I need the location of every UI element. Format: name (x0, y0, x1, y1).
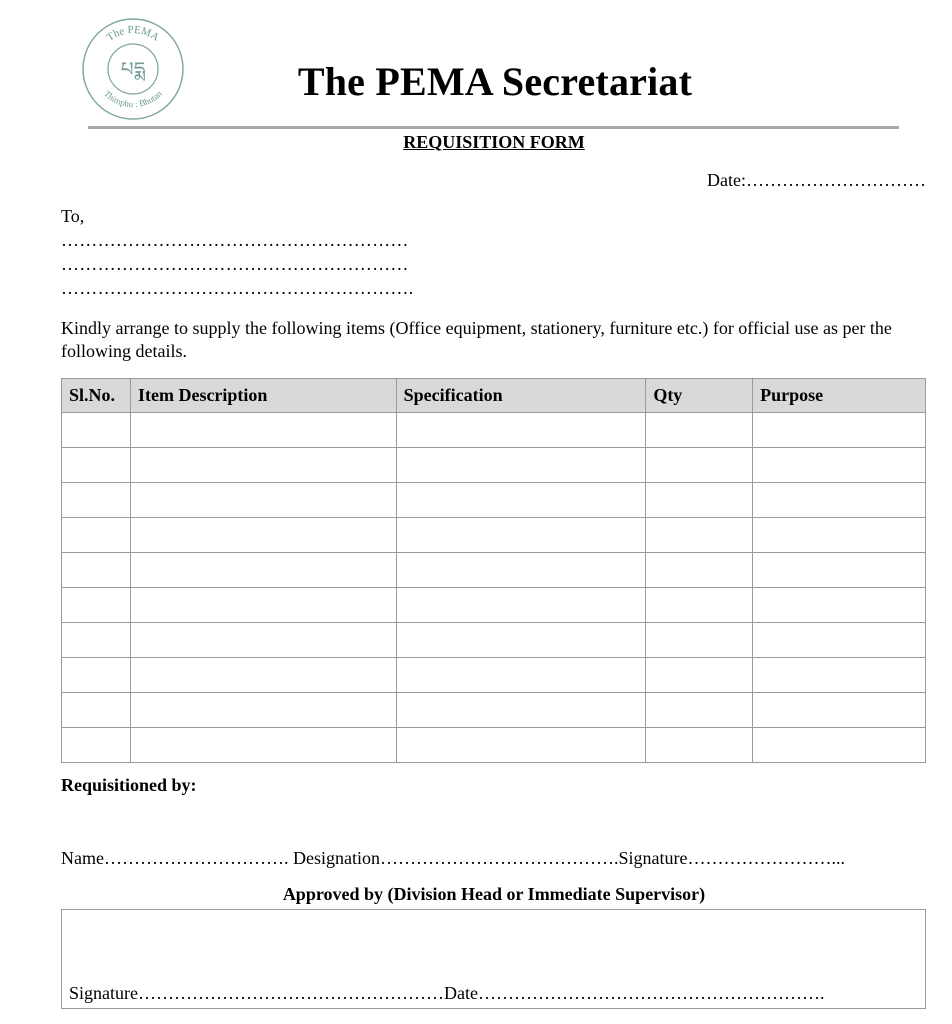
requisitioned-by-label: Requisitioned by: (61, 775, 197, 795)
table-cell[interactable] (130, 483, 396, 518)
table-cell[interactable] (753, 553, 926, 588)
table-row (62, 693, 926, 728)
table-row (62, 623, 926, 658)
table-cell[interactable] (753, 623, 926, 658)
table-cell[interactable] (396, 413, 646, 448)
table-cell[interactable] (646, 728, 753, 763)
table-cell[interactable] (62, 483, 131, 518)
table-cell[interactable] (646, 553, 753, 588)
table-cell[interactable] (130, 693, 396, 728)
table-cell[interactable] (396, 728, 646, 763)
table-cell[interactable] (62, 728, 131, 763)
table-cell[interactable] (753, 588, 926, 623)
table-cell[interactable] (62, 623, 131, 658)
column-header-qty: Qty (646, 379, 753, 413)
table-cell[interactable] (753, 693, 926, 728)
approved-by-label: Approved by (Division Head or Immediate Supervisor) (282, 884, 706, 904)
table-row (62, 518, 926, 553)
table-cell[interactable] (646, 693, 753, 728)
table-cell[interactable] (62, 413, 131, 448)
table-cell[interactable] (62, 448, 131, 483)
table-cell[interactable] (130, 518, 396, 553)
table-cell[interactable] (753, 518, 926, 553)
table-cell[interactable] (396, 553, 646, 588)
form-title: REQUISITION FORM (403, 132, 585, 152)
header-divider (88, 126, 899, 129)
table-cell[interactable] (130, 588, 396, 623)
table-row (62, 553, 926, 588)
column-header-item-description: Item Description (130, 379, 396, 413)
table-cell[interactable] (646, 413, 753, 448)
table-cell[interactable] (62, 693, 131, 728)
table-cell[interactable] (753, 448, 926, 483)
table-cell[interactable] (130, 728, 396, 763)
requisitioner-details-line[interactable]: Name…………………………. Designation………………………………….Signature……………………... (61, 848, 845, 868)
table-cell[interactable] (396, 483, 646, 518)
to-label: To, (61, 206, 85, 226)
org-title: The PEMA Secretariat (297, 59, 693, 104)
table-cell[interactable] (396, 623, 646, 658)
to-address-line[interactable]: ………………………………………………… (61, 230, 409, 250)
table-cell[interactable] (753, 483, 926, 518)
table-cell[interactable] (130, 413, 396, 448)
approval-box (61, 909, 926, 1009)
table-row (62, 728, 926, 763)
logo-text-bottom: Thimphu : Bhutan (102, 88, 164, 110)
to-address-block (61, 204, 414, 300)
table-cell[interactable] (62, 518, 131, 553)
table-cell[interactable] (130, 658, 396, 693)
approval-signature-line[interactable]: Signature……………………………………………Date…………………………………………………. (69, 983, 825, 1003)
table-row (62, 483, 926, 518)
table-cell[interactable] (130, 448, 396, 483)
table-cell[interactable] (396, 693, 646, 728)
column-header-purpose: Purpose (753, 379, 926, 413)
column-header-specification: Specification (396, 379, 646, 413)
to-address-line[interactable]: …………………………………………………. (61, 278, 414, 298)
items-table (61, 378, 926, 763)
to-address-line[interactable]: ………………………………………………… (61, 254, 409, 274)
table-header-row (62, 379, 926, 413)
table-row (62, 658, 926, 693)
table-cell[interactable] (130, 623, 396, 658)
table-cell[interactable] (62, 553, 131, 588)
column-header-sl-no: Sl.No. (62, 379, 131, 413)
table-cell[interactable] (646, 588, 753, 623)
table-cell[interactable] (646, 448, 753, 483)
table-cell[interactable] (753, 658, 926, 693)
table-cell[interactable] (396, 518, 646, 553)
logo-text-top: The PEMA (104, 23, 162, 44)
table-cell[interactable] (646, 623, 753, 658)
intro-paragraph: Kindly arrange to supply the following items (Office equipment, stationery, furniture etc.) for official use as per the following details. (61, 318, 892, 361)
table-cell[interactable] (646, 483, 753, 518)
table-cell[interactable] (753, 413, 926, 448)
table-cell[interactable] (646, 658, 753, 693)
table-row (62, 588, 926, 623)
table-cell[interactable] (753, 728, 926, 763)
table-row (62, 413, 926, 448)
table-cell[interactable] (62, 588, 131, 623)
table-cell[interactable] (396, 588, 646, 623)
table-row (62, 448, 926, 483)
table-cell[interactable] (396, 658, 646, 693)
logo-text-center: པདྨ (120, 57, 146, 81)
date-field[interactable]: Date:………………………… (707, 170, 926, 190)
table-cell[interactable] (130, 553, 396, 588)
table-cell[interactable] (646, 518, 753, 553)
table-cell[interactable] (62, 658, 131, 693)
table-cell[interactable] (396, 448, 646, 483)
